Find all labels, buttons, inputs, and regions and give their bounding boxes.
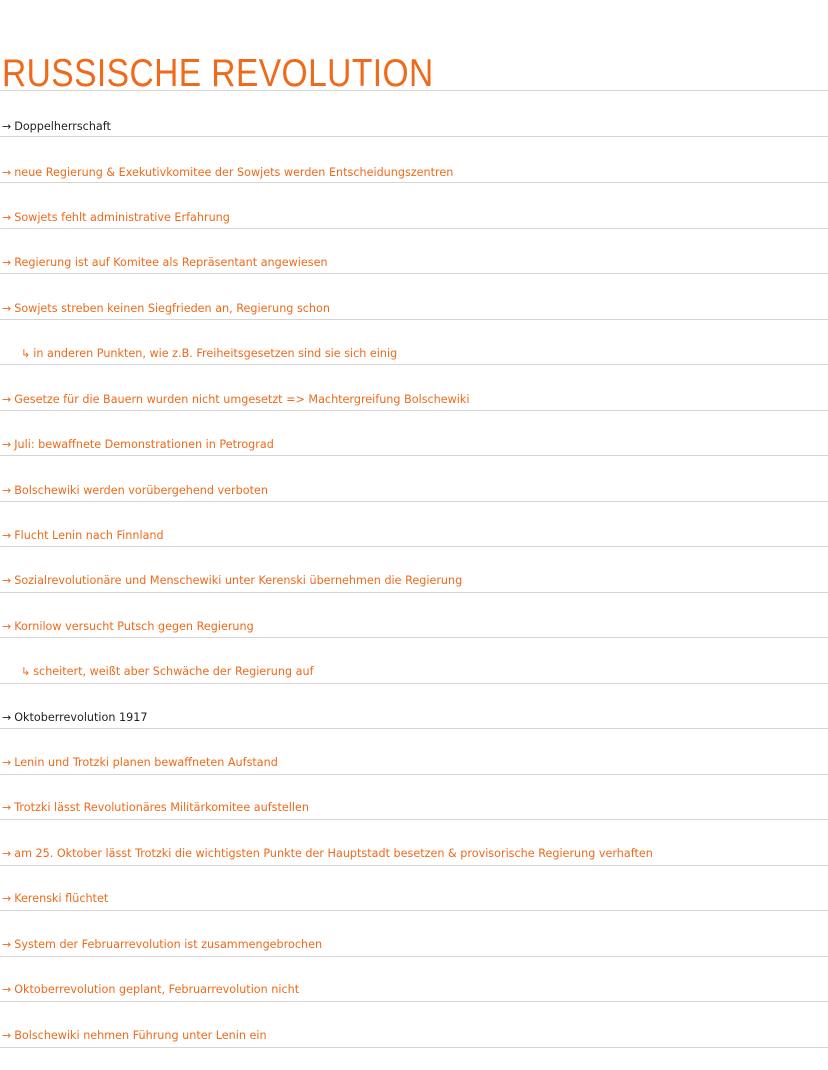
arrow-icon: →: [2, 166, 12, 179]
arrow-icon: →: [2, 938, 12, 951]
note-text: Kornilow versucht Putsch gegen Regierung: [14, 620, 254, 633]
note-line: [2, 120, 111, 134]
ruled-line: [0, 501, 828, 502]
note-text: Sowjets streben keinen Siegfrieden an, Regierung schon: [14, 302, 330, 315]
note-line: [2, 1029, 267, 1043]
note-line: [2, 211, 230, 225]
ruled-line: [0, 546, 828, 547]
arrow-icon: →: [2, 302, 12, 315]
note-line: [2, 529, 164, 543]
arrow-icon: →: [2, 756, 12, 769]
arrow-icon: →: [2, 211, 12, 224]
arrow-icon: →: [2, 484, 12, 497]
note-text: Trotzki lässt Revolutionäres Militärkomitee aufstellen: [14, 801, 309, 814]
arrow-icon: →: [2, 711, 12, 724]
note-line: [2, 711, 147, 725]
ruled-line: [0, 819, 828, 820]
arrow-icon: →: [2, 983, 12, 996]
note-line: [2, 983, 299, 997]
note-text: Gesetze für die Bauern wurden nicht umgesetzt => Machtergreifung Bolschewiki: [14, 393, 470, 406]
note-text: Flucht Lenin nach Finnland: [14, 529, 164, 542]
note-text: neue Regierung & Exekutivkomitee der Sowjets werden Entscheidungszentren: [14, 166, 454, 179]
note-text: Lenin und Trotzki planen bewaffneten Aufstand: [14, 756, 278, 769]
sub-arrow-icon: ↳: [21, 665, 31, 678]
note-text: Sozialrevolutionäre und Menschewiki unter Kerenski übernehmen die Regierung: [14, 574, 463, 587]
note-line: [2, 574, 462, 588]
arrow-icon: →: [2, 1029, 12, 1042]
ruled-line: [0, 228, 828, 229]
ruled-line: [0, 455, 828, 456]
note-line: [2, 620, 254, 634]
page-title: RUSSISCHE REVOLUTION: [2, 52, 434, 95]
note-text: Sowjets fehlt administrative Erfahrung: [14, 211, 230, 224]
arrow-icon: →: [2, 801, 12, 814]
arrow-icon: →: [2, 438, 12, 451]
note-line: [2, 484, 268, 498]
note-text: scheitert, weißt aber Schwäche der Regierung auf: [33, 665, 314, 678]
note-line: [21, 347, 397, 361]
ruled-line: [0, 182, 828, 183]
ruled-line: [0, 364, 828, 365]
note-text: Bolschewiki werden vorübergehend verboten: [14, 484, 268, 497]
ruled-line: [0, 1001, 828, 1002]
arrow-icon: →: [2, 620, 12, 633]
note-line: [2, 302, 330, 316]
note-line: [2, 166, 453, 180]
note-line: [2, 256, 328, 270]
ruled-line: [0, 592, 828, 593]
note-line: [2, 892, 108, 906]
ruled-line: [0, 319, 828, 320]
note-text: Bolschewiki nehmen Führung unter Lenin ein: [14, 1029, 267, 1042]
ruled-line: [0, 774, 828, 775]
arrow-icon: →: [2, 120, 12, 133]
note-line: [2, 393, 470, 407]
ruled-line: [0, 910, 828, 911]
sub-arrow-icon: ↳: [21, 347, 31, 360]
note-line: [2, 756, 278, 770]
note-text: Oktoberrevolution 1917: [14, 711, 148, 724]
ruled-line: [0, 956, 828, 957]
note-text: Kerenski flüchtet: [14, 892, 109, 905]
ruled-line: [0, 865, 828, 866]
arrow-icon: →: [2, 256, 12, 269]
arrow-icon: →: [2, 393, 12, 406]
note-text: Oktoberrevolution geplant, Februarrevolution nicht: [14, 983, 300, 996]
ruled-line: [0, 136, 828, 137]
arrow-icon: →: [2, 892, 12, 905]
arrow-icon: →: [2, 574, 12, 587]
note-line: [2, 847, 653, 861]
ruled-line: [0, 683, 828, 684]
note-line: [2, 438, 274, 452]
arrow-icon: →: [2, 529, 12, 542]
note-line: [2, 938, 322, 952]
note-text: Regierung ist auf Komitee als Repräsentant angewiesen: [14, 256, 328, 269]
ruled-line: [0, 728, 828, 729]
note-line: [21, 665, 314, 679]
note-text: Juli: bewaffnete Demonstrationen in Petrograd: [14, 438, 274, 451]
note-text: am 25. Oktober lässt Trotzki die wichtigsten Punkte der Hauptstadt besetzen & provisorische Regierung verhaften: [14, 847, 653, 860]
ruled-line: [0, 1047, 828, 1048]
ruled-line: [0, 273, 828, 274]
ruled-line: [0, 637, 828, 638]
note-text: System der Februarrevolution ist zusammengebrochen: [14, 938, 323, 951]
ruled-line: [0, 410, 828, 411]
note-text: in anderen Punkten, wie z.B. Freiheitsgesetzen sind sie sich einig: [33, 347, 398, 360]
arrow-icon: →: [2, 847, 12, 860]
note-text: Doppelherrschaft: [14, 120, 111, 133]
note-line: [2, 801, 309, 815]
